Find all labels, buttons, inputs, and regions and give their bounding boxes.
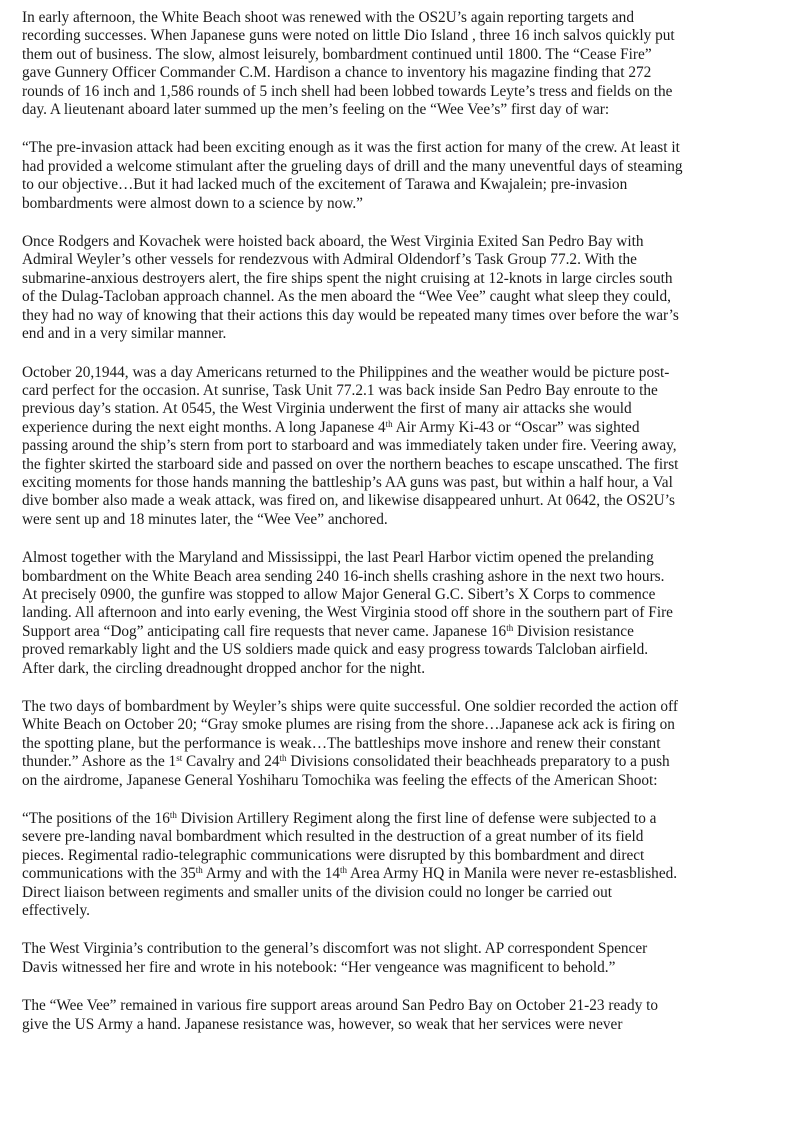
paragraph bbox=[22, 997, 782, 1034]
text-line: gave Gunnery Officer Commander C.M. Hardison a chance to inventory his magazine finding that 272 bbox=[22, 64, 652, 82]
text-line: bombardments were almost down to a science by now.” bbox=[22, 194, 363, 212]
text-line: had provided a welcome stimulant after the grueling days of drill and the many uneventful days of steaming bbox=[22, 157, 683, 175]
text-line: Davis witnessed her fire and wrote in his notebook: “Her vengeance was magnificent to behold.” bbox=[22, 958, 616, 976]
text-line: dive bomber also made a weak attack, was fired on, and likewise disappeared unhurt. At 0642, the OS2U’s bbox=[22, 492, 675, 510]
text-line: The two days of bombardment by Weyler’s ships were quite successful. One soldier recorded the action off bbox=[22, 698, 678, 715]
text-line: of the Dulag-Tacloban approach channel. As the men aboard the “Wee Vee” caught what sleep they could, bbox=[22, 288, 671, 306]
text-line: previous day’s station. At 0545, the West Virginia underwent the first of many air attacks she would bbox=[22, 400, 632, 418]
text-line: bombardment on the White Beach area sending 240 16-inch shells crashing ashore in the next two hours. bbox=[22, 567, 665, 585]
paragraph bbox=[22, 9, 782, 119]
paragraph bbox=[22, 810, 782, 920]
text-line: communications with the 35th Army and with the 14th Area Army HQ in Manila were never re-estasblished. bbox=[22, 865, 678, 883]
text-line: the fighter skirted the starboard side and passed on over the northern beaches to escape unscathed. The first bbox=[22, 455, 679, 473]
paragraph bbox=[22, 139, 782, 213]
text-line: were sent up and 18 minutes later, the “Wee Vee” anchored. bbox=[22, 510, 388, 528]
text-line: submarine-anxious destroyers alert, the fire ships spent the night cruising at 12-knots in large circles south bbox=[22, 269, 673, 287]
text-line: The West Virginia’s contribution to the general’s discomfort was not slight. AP correspondent Spencer bbox=[22, 940, 648, 958]
text-line: day. A lieutenant aboard later summed up the men’s feeling on the “Wee Vee’s” first day of war: bbox=[22, 101, 610, 119]
text-line: to our objective…But it had lacked much of the excitement of Tarawa and Kwajalein; pre-invasion bbox=[22, 176, 628, 194]
text-line: on the airdrome, Japanese General Yoshiharu Tomochika was feeling the effects of the American Shoot: bbox=[22, 771, 658, 789]
text-line: After dark, the circling dreadnought dropped anchor for the night. bbox=[22, 659, 426, 677]
text-line: “The positions of the 16th Division Artillery Regiment along the first line of defense were subjected to a bbox=[22, 810, 657, 828]
text-line: they had no way of knowing that their actions this day would be repeated many times over before the war’s bbox=[22, 306, 679, 324]
text-line: the spotting plane, but the performance is weak…The battleships move inshore and renew their constant bbox=[22, 734, 661, 752]
paragraph bbox=[22, 233, 782, 343]
text-line: experience during the next eight months. A long Japanese 4th Air Army Ki-43 or “Oscar” was sighted bbox=[22, 418, 640, 436]
text-line: recording successes. When Japanese guns were noted on little Dio Island , three 16 inch salvos quickly put bbox=[22, 27, 675, 45]
text-line: rounds of 16 inch and 1,586 rounds of 5 inch shell had been lobbed towards Leyte’s tress and fields on the bbox=[22, 82, 673, 100]
paragraph bbox=[22, 364, 782, 530]
text-line: proved remarkably light and the US soldiers made quick and easy progress towards Talcloban airfield. bbox=[22, 641, 649, 659]
text-line: Almost together with the Maryland and Mississippi, the last Pearl Harbor victim opened the prelanding bbox=[22, 549, 654, 567]
document-page bbox=[22, 9, 782, 1054]
text-line: passing around the ship’s stern from port to starboard and was immediately taken under fire. Veering away, bbox=[22, 437, 677, 455]
text-line: Once Rodgers and Kovachek were hoisted back aboard, the West Virginia Exited San Pedro Bay with bbox=[22, 233, 644, 251]
text-line: thunder.” Ashore as the 1st Cavalry and 24th Divisions consolidated their beachheads preparatory to a push bbox=[22, 753, 670, 771]
text-line: White Beach on October 20; “Gray smoke plumes are rising from the shore…Japanese ack ack is firing on bbox=[22, 716, 675, 734]
text-line: landing. All afternoon and into early evening, the West Virginia stood off shore in the southern part of Fire bbox=[22, 604, 673, 622]
text-line: exciting moments for those hands manning the battleship’s AA guns was past, but within a half hour, a Val bbox=[22, 473, 673, 491]
text-line: end and in a very similar manner. bbox=[22, 325, 227, 343]
paragraph bbox=[22, 549, 782, 678]
text-line: card perfect for the occasion. At sunrise, Task Unit 77.2.1 was back inside San Pedro Bay enroute to the bbox=[22, 381, 658, 399]
text-line: At precisely 0900, the gunfire was stopped to allow Major General G.C. Sibert’s X Corps to commence bbox=[22, 585, 656, 603]
text-line: October 20,1944, was a day Americans returned to the Philippines and the weather would be picture post- bbox=[22, 363, 670, 381]
text-line: “The pre-invasion attack had been exciting enough as it was the first action for many of the crew. At least it bbox=[22, 139, 680, 157]
text-line: In early afternoon, the White Beach shoot was renewed with the OS2U’s again reporting targets and bbox=[22, 9, 634, 26]
paragraph bbox=[22, 940, 782, 977]
text-line: Admiral Weyler’s other vessels for rendezvous with Admiral Oldendorf’s Task Group 77.2. With the bbox=[22, 251, 637, 269]
text-line: pieces. Regimental radio-telegraphic communications were disrupted by this bombardment and direct bbox=[22, 846, 645, 864]
text-line: severe pre-landing naval bombardment which resulted in the destruction of a great number of its field bbox=[22, 828, 644, 846]
text-line: give the US Army a hand. Japanese resistance was, however, so weak that her services were never bbox=[22, 1015, 623, 1033]
text-line: Support area “Dog” anticipating call fire requests that never came. Japanese 16th Division resistance bbox=[22, 622, 634, 640]
text-line: effectively. bbox=[22, 902, 90, 920]
text-line: them out of business. The slow, almost leisurely, bombardment continued until 1800. The “Cease Fire” bbox=[22, 45, 652, 63]
text-line: Direct liaison between regiments and smaller units of the division could no longer be carried out bbox=[22, 883, 613, 901]
text-line: The “Wee Vee” remained in various fire support areas around San Pedro Bay on October 21-23 ready to bbox=[22, 997, 659, 1015]
paragraph bbox=[22, 698, 782, 790]
